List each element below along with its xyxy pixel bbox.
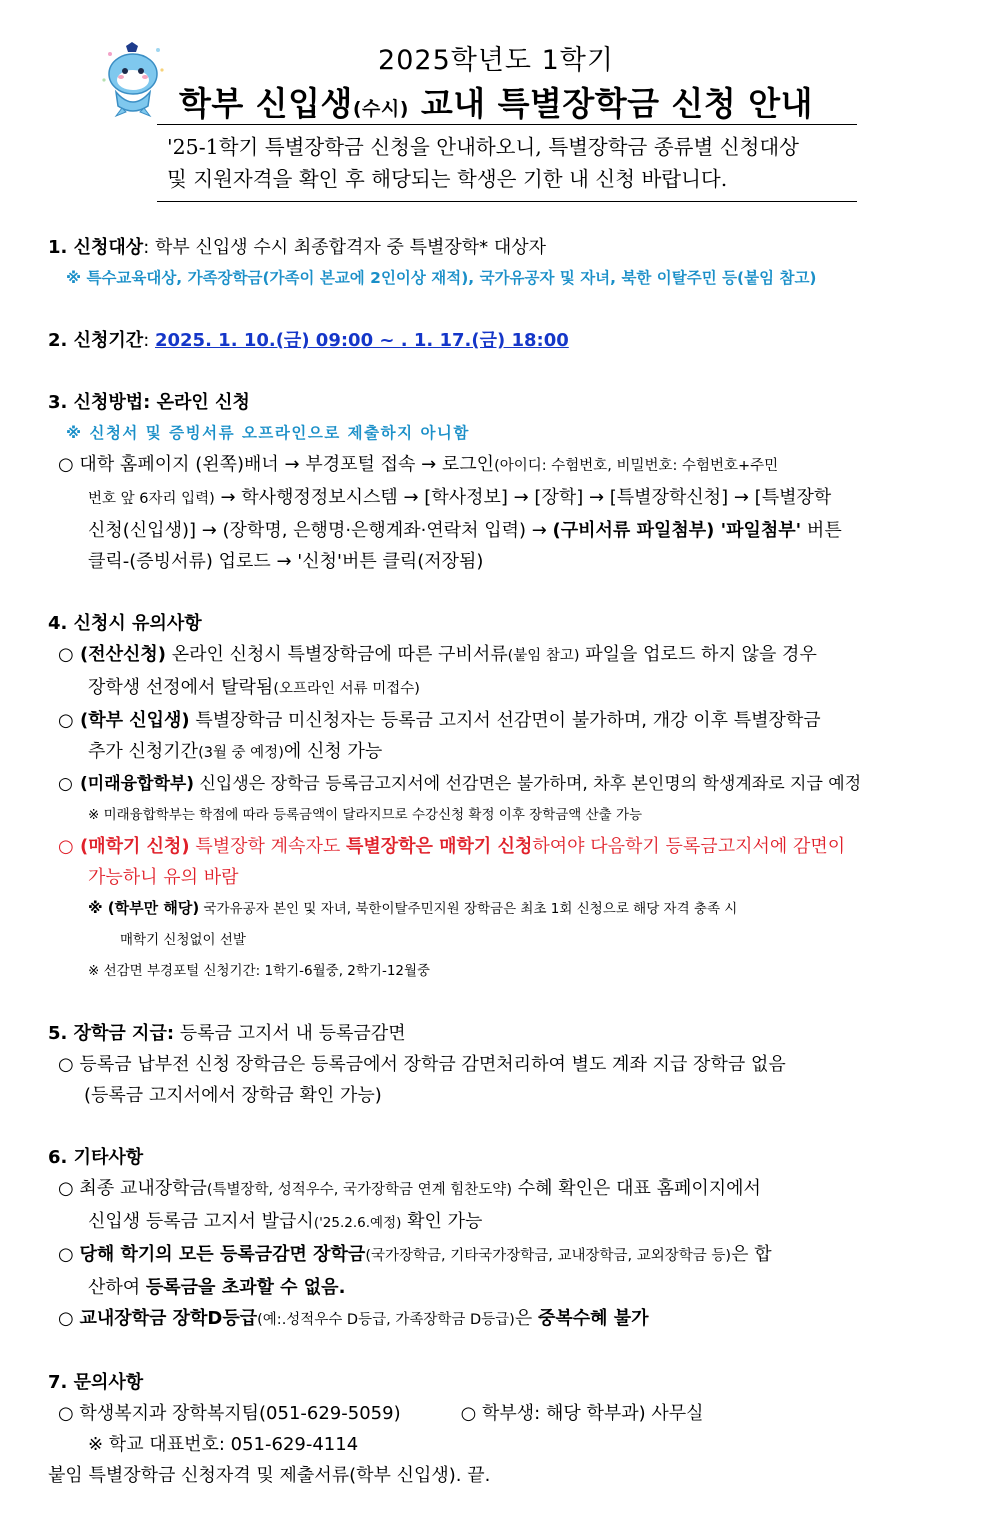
application-period-date: 2025. 1. 10.(금) 09:00 ~ . 1. 17.(금) 18:00 [154, 330, 569, 351]
caution-item-cont: 가능하니 유의 바람 [88, 867, 239, 888]
section-3-step: 클릭-(증빙서류) 업로드 → '신청'버튼 클릭(저장됨) [88, 551, 484, 572]
section-3-note: ※ 신청서 및 증빙서류 오프라인으로 제출하지 아니함 [66, 424, 470, 442]
intro-box [157, 124, 857, 202]
section-7-contact: 7. 문의사항 [48, 1372, 144, 1393]
caution-note: ※ 미래융합학부는 학점에 따라 등록금액이 달라지므로 수강신청 확정 이후 장학금액 산출 가능 [88, 807, 643, 823]
caution-item: ○ (미래융합학부) 신입생은 장학금 등록금고지서에 선감면은 불가하며, 차후 본인명의 학생계좌로 지급 예정 [58, 774, 862, 794]
caution-item: ○ (학부 신입생) 특별장학금 미신청자는 등록금 고지서 선감면이 불가하며, 개강 이후 특별장학금 [58, 710, 821, 731]
contact-main-number: ※ 학교 대표번호: 051-629-4114 [88, 1434, 359, 1455]
document-body [48, 232, 948, 1491]
section-1-target: 1. 신청대상: 학부 신입생 수시 최종합격자 중 특별장학* 대상자 [48, 237, 547, 258]
section-4-cautions: 4. 신청시 유의사항 [48, 613, 202, 634]
section-5-payment: 5. 장학금 지급: 등록금 고지서 내 등록금감면 [48, 1023, 406, 1044]
caution-item-highlight: ○ (매학기 신청) 특별장학 계속자도 특별장학은 매학기 신청하여야 다음학기 등록금고지서에 감면이 [58, 836, 846, 857]
caution-note-cont: 매학기 신청없이 선발 [120, 932, 246, 948]
payment-item: ○ 등록금 납부전 신청 장학금은 등록금에서 장학금 감면처리하여 별도 계좌 지급 장학금 없음 [58, 1054, 786, 1075]
section-3-step: 번호 앞 6자리 입력) → 학사행정정보시스템 → [학사정보] → [장학] → [특별장학신청] → [특별장학 [88, 487, 832, 508]
other-item-cont: 신입생 등록금 고지서 발급시('25.2.6.예정) 확인 가능 [88, 1211, 483, 1232]
caution-item-cont: 추가 신청기간(3월 중 예정)에 신청 가능 [88, 741, 383, 762]
section-3-method: 3. 신청방법: 온라인 신청 [48, 392, 250, 413]
section-3-step: ○ 대학 홈페이지 (왼쪽)배너 → 부경포털 접속 → 로그인(아이디: 수험번호, 비밀번호: 수험번호+주민 [58, 454, 779, 475]
section-1-note: ※ 특수교육대상, 가족장학금(가족이 본교에 2인이상 재적), 국가유공자 및 자녀, 북한 이탈주민 등(붙임 참고) [66, 269, 817, 287]
caution-item: ○ (전산신청) 온라인 신청시 특별장학금에 따른 구비서류(붙임 참고) 파일을 업로드 하지 않을 경우 [58, 644, 817, 665]
intro-line: '25-1학기 특별장학금 신청을 안내하오니, 특별장학금 종류별 신청대상 [167, 135, 799, 159]
other-item-cont: 산하여 등록금을 초과할 수 없음. [88, 1277, 346, 1298]
document-title-line1: 2025학년도 1학기 [378, 45, 614, 76]
other-item: ○ 당해 학기의 모든 등록금감면 장학금(국가장학금, 기타국가장학금, 교내장학금, 교외장학금 등)은 합 [58, 1244, 772, 1265]
document-title-line2: 학부 신입생(수시) 교내 특별장학금 신청 안내 [178, 84, 814, 123]
other-item: ○ 교내장학금 장학D등급(예:.성적우수 D등급, 가족장학금 D등급)은 중복수혜 불가 [58, 1308, 649, 1329]
contact-line: ○ 학생복지과 장학복지팀(051-629-5059) ○ 학부생: 해당 학부과) 사무실 [58, 1403, 704, 1424]
caution-note: ※ 선감면 부경포털 신청기간: 1학기-6월중, 2학기-12월중 [88, 963, 431, 979]
section-6-other: 6. 기타사항 [48, 1147, 144, 1168]
payment-item-cont: (등록금 고지서에서 장학금 확인 가능) [84, 1085, 382, 1106]
other-item: ○ 최종 교내장학금(특별장학, 성적우수, 국가장학금 연계 힘찬도약) 수혜 확인은 대표 홈페이지에서 [58, 1178, 761, 1199]
caution-note: ※ (학부만 해당) 국가유공자 본인 및 자녀, 북한이탈주민지원 장학금은 최초 1회 신청으로 해당 자격 충족 시 [88, 899, 738, 917]
section-2-period: 2. 신청기간: 2025. 1. 10.(금) 09:00 ~ . 1. 17.(금) 18:00 [48, 330, 569, 351]
caution-item-cont: 장학생 선정에서 탈락됨(오프라인 서류 미접수) [88, 677, 420, 698]
section-3-step: 신청(신입생)] → (장학명, 은행명·은행계좌·연락처 입력) → (구비서류 파일첨부) '파일첨부' 버튼 [88, 520, 842, 541]
attachment-note: 붙임 특별장학금 신청자격 및 제출서류(학부 신입생). 끝. [48, 1465, 491, 1486]
intro-line: 및 지원자격을 확인 후 해당되는 학생은 기한 내 신청 바랍니다. [167, 167, 728, 191]
